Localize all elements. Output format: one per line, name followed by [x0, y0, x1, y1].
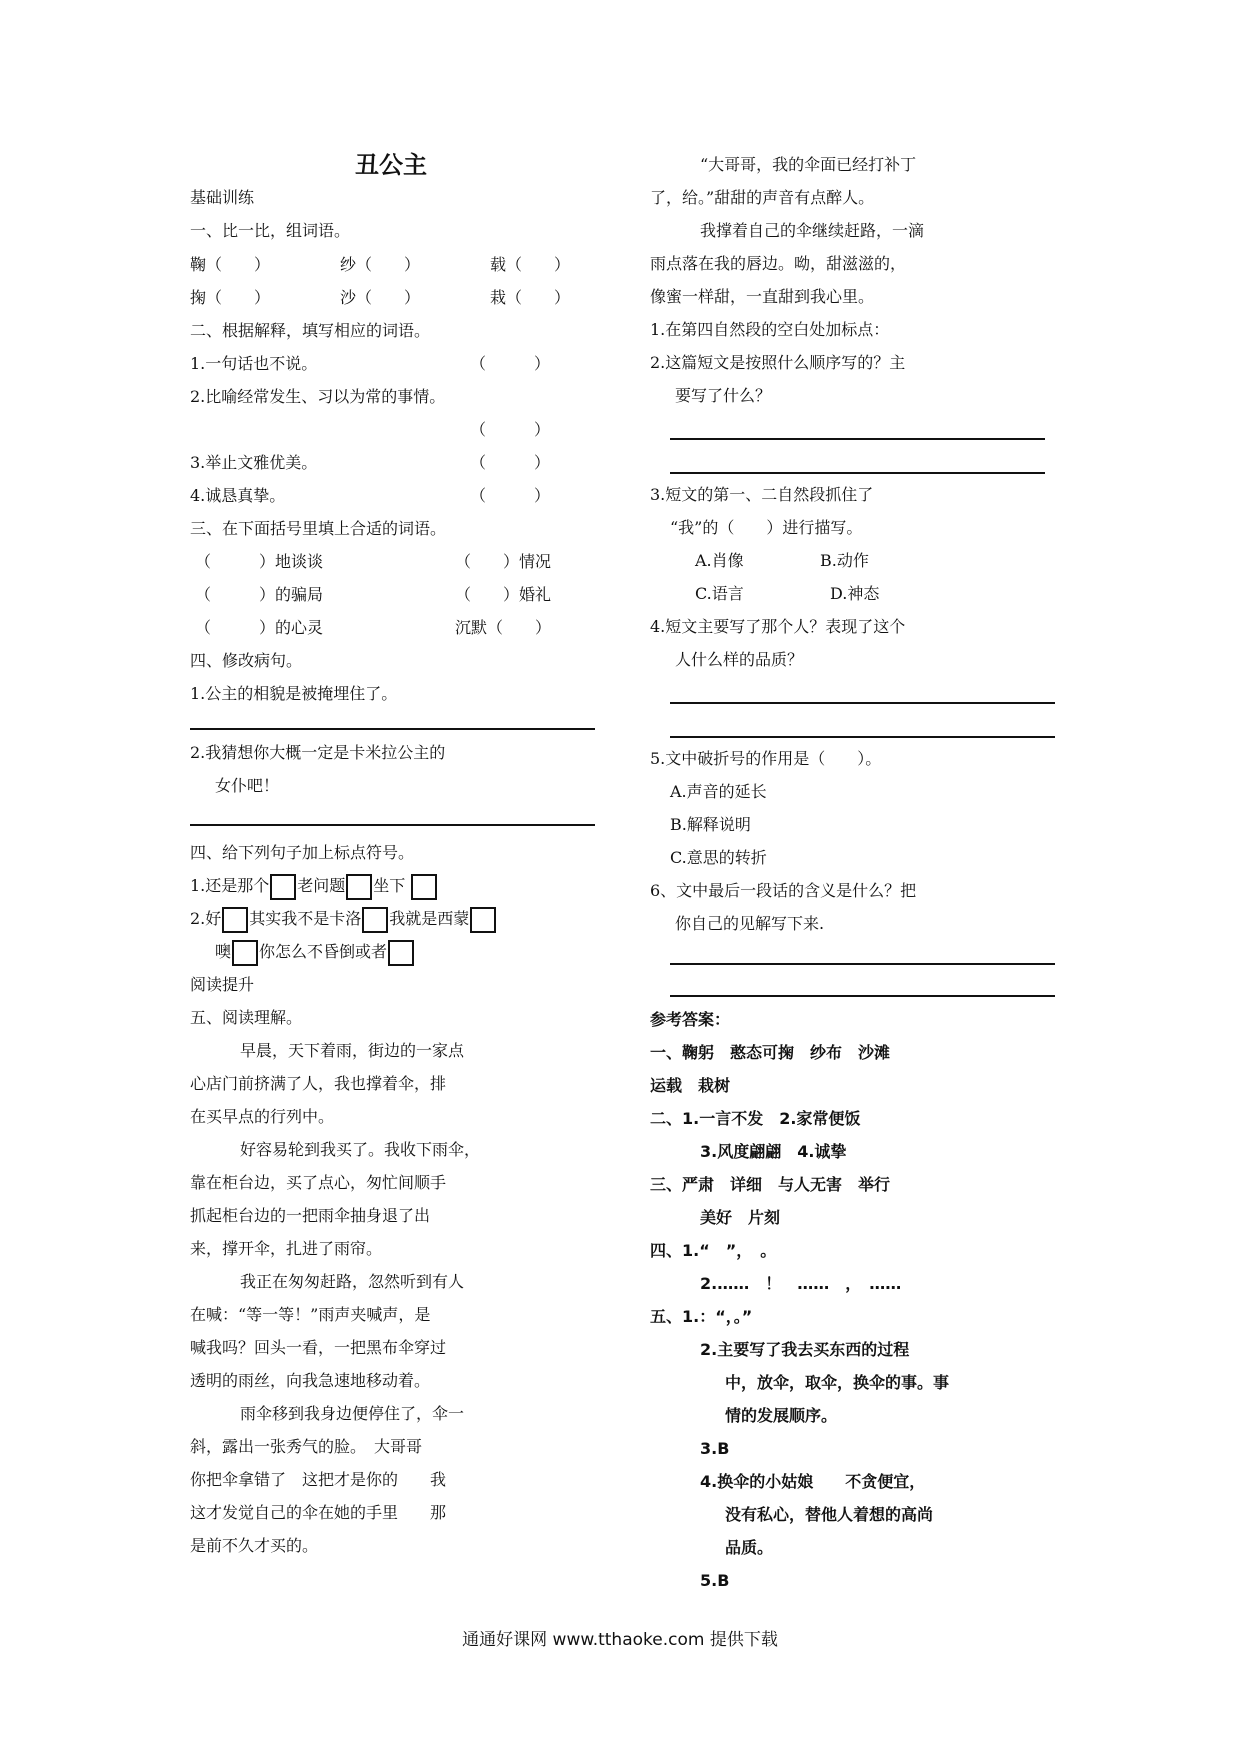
- rq2-line1: 2.这篇短文是按照什么顺序写的？主: [650, 353, 906, 372]
- q4-item-2-line2: 女仆吧！: [215, 776, 280, 795]
- passage-line: 早晨，天下着雨，街边的一家点: [240, 1041, 465, 1060]
- punct-text: 其实我不是卡洛: [249, 909, 362, 928]
- rq3-line1: 3.短文的第一、二自然段抓住了: [650, 485, 874, 504]
- punct-blank[interactable]: [232, 940, 258, 966]
- punct-blank[interactable]: [270, 874, 296, 900]
- punct-blank[interactable]: [222, 907, 248, 933]
- answer-line-text: 5.B: [700, 1571, 730, 1590]
- q2-paren-2: （ ）: [470, 420, 551, 439]
- q1-heading: 一、比一比，组词语。: [190, 221, 351, 240]
- passage-line: 是前不久才买的。: [190, 1536, 319, 1555]
- rq3-opt-d: D.神态: [830, 584, 880, 603]
- passage-line: 喊我吗？回头一看，一把黑布伞穿过: [190, 1338, 447, 1357]
- rq3-opt-a: A.肖像: [695, 551, 744, 570]
- answer-line-text: 情的发展顺序。: [725, 1406, 838, 1425]
- rq4-line1: 4.短文主要写了那个人？表现了这个: [650, 617, 906, 636]
- rq1: 1.在第四自然段的空白处加标点：: [650, 320, 890, 339]
- punct-text: 老问题: [297, 876, 346, 895]
- answer-line: [190, 728, 595, 730]
- q1-row1-c: 载（ ）: [490, 255, 571, 274]
- passage-line: 抓起柜台边的一把雨伞抽身退了出: [190, 1206, 431, 1225]
- q2-heading: 二、根据解释，填写相应的词语。: [190, 321, 431, 340]
- answer-line-text: 美好 片刻: [700, 1208, 781, 1227]
- q2-paren-1: （ ）: [470, 354, 551, 373]
- answer-line: [670, 472, 1045, 474]
- punct-blank[interactable]: [362, 907, 388, 933]
- punct-text: 我就是西蒙: [389, 909, 470, 928]
- passage-line: 在喊：“等一等！”雨声夹喊声，是: [190, 1305, 431, 1324]
- q3-row2-a: （ ）的骗局: [195, 585, 324, 604]
- punct-text: 2.好: [190, 909, 222, 928]
- q3-heading: 三、在下面括号里填上合适的词语。: [190, 519, 447, 538]
- q2-item-2: 2.比喻经常发生、习以为常的事情。: [190, 387, 446, 406]
- punct-blank[interactable]: [346, 874, 372, 900]
- answer-line-text: 四、1.“ ”， 。: [650, 1241, 777, 1260]
- punct-text: 噢: [215, 942, 232, 961]
- punct-sentence-1: [190, 871, 438, 901]
- passage-line: 斜，露出一张秀气的脸。 大哥哥: [190, 1437, 423, 1456]
- passage-line: “大哥哥，我的伞面已经打补丁: [700, 155, 917, 174]
- section-basic: 基础训练: [190, 188, 255, 207]
- q4-item-2-line1: 2.我猜想你大概一定是卡米拉公主的: [190, 743, 446, 762]
- page-title: 丑公主: [355, 150, 427, 179]
- answer-line: [670, 995, 1055, 997]
- answer-line-text: 3.B: [700, 1439, 730, 1458]
- passage-line: 来，撑开伞，扎进了雨帘。: [190, 1239, 383, 1258]
- rq6-line2: 你自己的见解写下来.: [675, 914, 825, 933]
- answer-line: [190, 824, 595, 826]
- answer-line-text: 中，放伞，取伞，换伞的事。事: [725, 1373, 950, 1392]
- passage-line: 靠在柜台边，买了点心，匆忙间顺手: [190, 1173, 447, 1192]
- q2-item-3: 3.举止文雅优美。: [190, 453, 318, 472]
- q1-row1-a: 鞠（ ）: [190, 255, 271, 274]
- punct-text: 坐下: [373, 876, 406, 895]
- q1-row2-b: 沙（ ）: [340, 288, 421, 307]
- punct-text: 1.还是那个: [190, 876, 270, 895]
- answers-heading: 参考答案：: [650, 1010, 731, 1029]
- q2-paren-3: （ ）: [470, 453, 551, 472]
- q1-row2-c: 栽（ ）: [490, 288, 571, 307]
- passage-line: 我正在匆匆赶路，忽然听到有人: [240, 1272, 465, 1291]
- answer-line-text: 一、鞠躬 憨态可掬 纱布 沙滩: [650, 1043, 891, 1062]
- q1-row1-b: 纱（ ）: [340, 255, 421, 274]
- answer-line: [670, 438, 1045, 440]
- answer-line: [670, 702, 1055, 704]
- punct-sentence-2: [190, 904, 497, 934]
- passage-line: 我撑着自己的伞继续赶路，一滴: [700, 221, 925, 240]
- q2-paren-4: （ ）: [470, 486, 551, 505]
- passage-line: 了，给。”甜甜的声音有点醉人。: [650, 188, 875, 207]
- rq3-opt-b: B.动作: [820, 551, 869, 570]
- punct-blank[interactable]: [411, 874, 437, 900]
- q2-item-1: 1.一句话也不说。: [190, 354, 318, 373]
- rq5-opt-a: A.声音的延长: [670, 782, 767, 801]
- punct-sentence-3: [215, 937, 415, 967]
- q4-item-1: 1.公主的相貌是被掩埋住了。: [190, 684, 398, 703]
- section-read: 阅读提升: [190, 975, 255, 994]
- passage-line: 在买早点的行列中。: [190, 1107, 335, 1126]
- passage-line: 透明的雨丝，向我急速地移动着。: [190, 1371, 431, 1390]
- answer-line-text: 三、严肃 详细 与人无害 举行: [650, 1175, 891, 1194]
- answer-line: [670, 963, 1055, 965]
- rq6-line1: 6、文中最后一段话的含义是什么？把: [650, 881, 917, 900]
- q3-row1-b: （ ）情况: [455, 552, 552, 571]
- passage-line: 雨伞移到我身边便停住了，伞一: [240, 1404, 465, 1423]
- passage-line: 好容易轮到我买了。我收下雨伞，: [240, 1140, 481, 1159]
- q5-heading: 四、给下列句子加上标点符号。: [190, 843, 415, 862]
- rq3-opt-c: C.语言: [695, 584, 744, 603]
- q3-row2-b: （ ）婚礼: [455, 585, 552, 604]
- q3-row1-a: （ ）地谈谈: [195, 552, 324, 571]
- read-heading: 五、阅读理解。: [190, 1008, 303, 1027]
- footer-watermark: 通通好课网 www.tthaoke.com 提供下载: [462, 1630, 778, 1650]
- answer-line-text: 品质。: [725, 1538, 774, 1557]
- q4-heading: 四、修改病句。: [190, 651, 303, 670]
- passage-line: 这才发觉自己的伞在她的手里 那: [190, 1503, 447, 1522]
- passage-line: 像蜜一样甜，一直甜到我心里。: [650, 287, 875, 306]
- rq5: 5.文中破折号的作用是（ ）。: [650, 749, 882, 768]
- q2-item-4: 4.诚恳真挚。: [190, 486, 286, 505]
- rq5-opt-c: C.意思的转折: [670, 848, 767, 867]
- answer-line-text: 2.…… ！ …… ， ……: [700, 1274, 902, 1293]
- answer-line-text: 五、1.：“，。”: [650, 1307, 753, 1326]
- answer-line-text: 运载 栽树: [650, 1076, 731, 1095]
- punct-blank[interactable]: [388, 940, 414, 966]
- passage-line: 雨点落在我的唇边。呦，甜滋滋的，: [650, 254, 907, 273]
- answer-line: [670, 736, 1055, 738]
- punct-blank[interactable]: [470, 907, 496, 933]
- answer-line-text: 3.风度翩翩 4.诚挚: [700, 1142, 847, 1161]
- q3-row3-a: （ ）的心灵: [195, 618, 324, 637]
- answer-line-text: 2.主要写了我去买东西的过程: [700, 1340, 910, 1359]
- answer-line-text: 4.换伞的小姑娘 不贪便宜，: [700, 1472, 926, 1491]
- rq4-line2: 人什么样的品质？: [675, 650, 804, 669]
- q1-row2-a: 掬（ ）: [190, 288, 271, 307]
- rq2-line2: 要写了什么？: [675, 386, 772, 405]
- passage-line: 心店门前挤满了人，我也撑着伞，排: [190, 1074, 447, 1093]
- rq5-opt-b: B.解释说明: [670, 815, 751, 834]
- q3-row3-b: 沉默（ ）: [455, 618, 552, 637]
- punct-text: 你怎么不昏倒或者: [259, 942, 388, 961]
- passage-line: 你把伞拿错了 这把才是你的 我: [190, 1470, 447, 1489]
- answer-line-text: 二、1.一言不发 2.家常便饭: [650, 1109, 861, 1128]
- answer-line-text: 没有私心，替他人着想的高尚: [725, 1505, 934, 1524]
- rq3-line2: “我”的（ ）进行描写。: [670, 518, 863, 537]
